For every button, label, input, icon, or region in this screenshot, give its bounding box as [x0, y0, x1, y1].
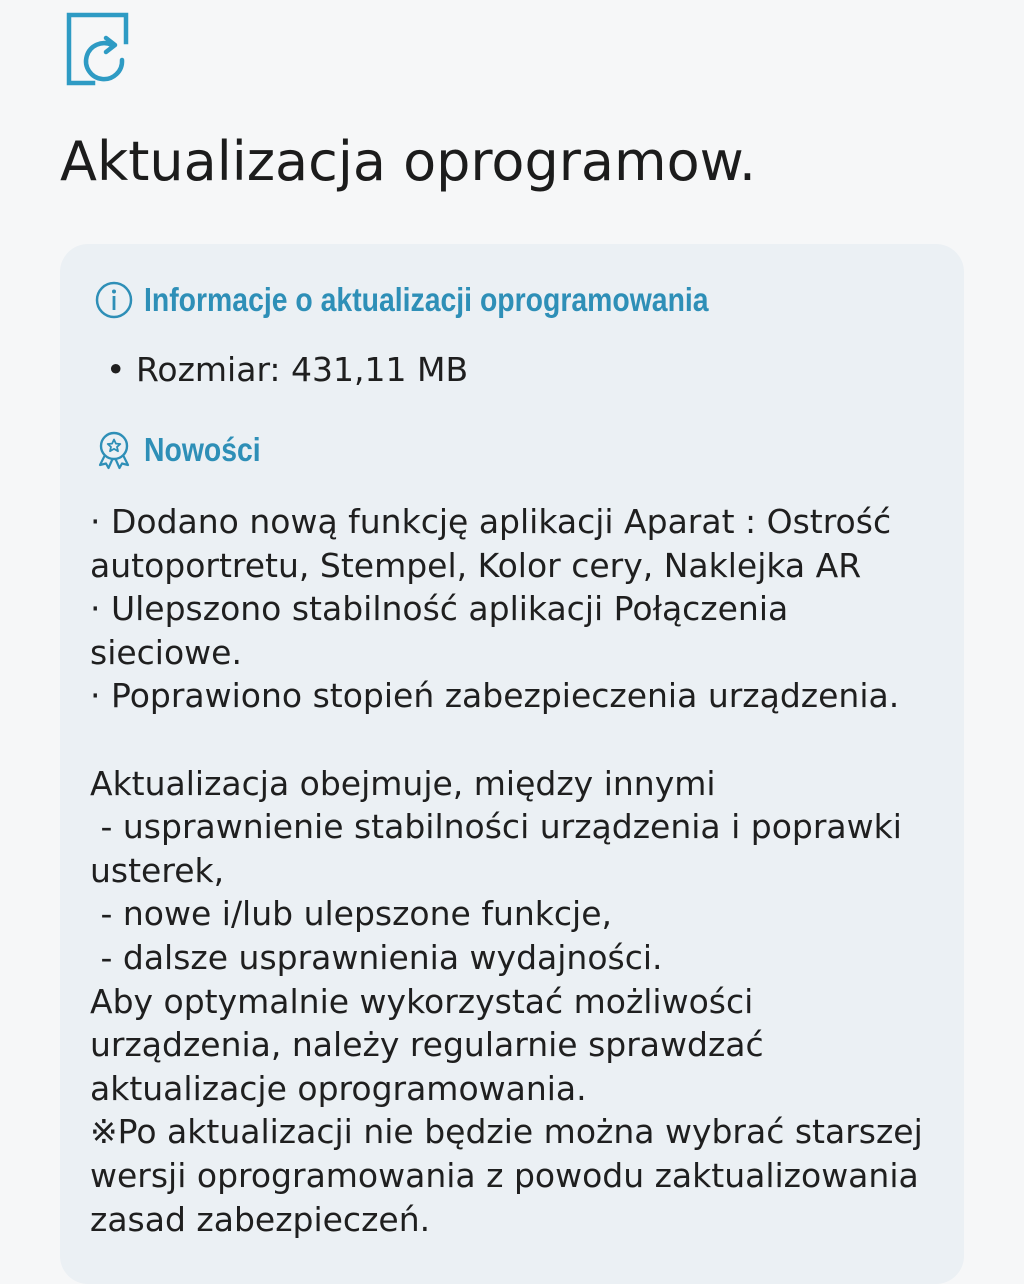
release-note-line: autoportretu, Stempel, Kolor cery, Naklejka AR	[90, 545, 862, 585]
release-note-line: sieciowe.	[90, 632, 242, 672]
info-section-title: Informacje o aktualizacji oprogramowania	[144, 281, 709, 318]
update-size: • Rozmiar: 431,11 MB	[106, 350, 469, 389]
release-note-line: - usprawnienie stabilności urządzenia i poprawki	[90, 807, 902, 847]
release-note-line: urządzenia, należy regularnie sprawdzać	[90, 1025, 764, 1065]
page-title: Aktualizacja oprogramow.	[60, 130, 757, 193]
release-note-line: · Dodano nową funkcję aplikacji Aparat : Ostrość	[90, 502, 892, 541]
release-note-line	[90, 718, 960, 762]
release-note-line: Aktualizacja obejmuje, między innymi	[90, 763, 716, 803]
release-note-line: - nowe i/lub ulepszone funkcje,	[90, 894, 612, 934]
release-notes	[90, 500, 960, 1241]
release-note-line: ※Po aktualizacji nie będzie można wybrać starszej	[90, 1112, 923, 1152]
release-note-line: zasad zabezpieczeń.	[90, 1199, 431, 1239]
info-section-header	[94, 280, 801, 320]
info-icon	[94, 280, 134, 320]
release-note-line: - dalsze usprawnienia wydajności.	[90, 937, 663, 977]
release-note-line: usterek,	[90, 850, 225, 890]
release-note-line: Aby optymalnie wykorzystać możliwości	[90, 981, 754, 1021]
release-note-line: · Ulepszono stabilność aplikacji Połączenia	[90, 589, 789, 629]
release-note-line: aktualizacje oprogramowania.	[90, 1068, 587, 1108]
software-update-icon	[62, 8, 136, 88]
news-section-title: Nowości	[144, 431, 261, 468]
update-info-card	[60, 244, 964, 1284]
release-note-line: · Poprawiono stopień zabezpieczenia urządzenia.	[90, 676, 900, 716]
news-section-header	[94, 430, 280, 470]
release-note-line: wersji oprogramowania z powodu zaktualizowania	[90, 1155, 919, 1195]
award-badge-icon	[94, 430, 134, 470]
